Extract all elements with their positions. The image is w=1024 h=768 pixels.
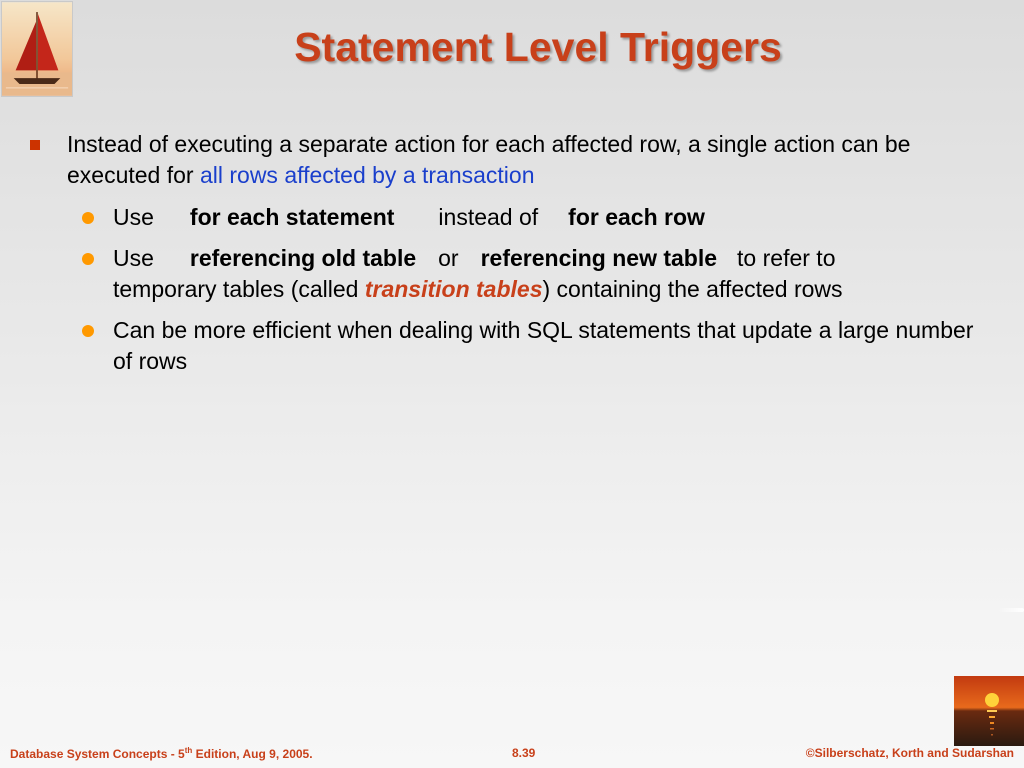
sub-bullet-referencing [113,243,835,274]
use-label: Use [113,245,154,271]
sunset-image-icon [954,676,1024,746]
keyword-referencing-new-table: referencing new table [480,245,718,271]
square-bullet-icon [30,140,40,150]
sub-bullet-efficiency: Can be more efficient when dealing with SQL statements that update a large number of rows [113,317,974,374]
bullet-statement-intro [67,129,997,191]
keyword-for-each-statement: for each statement [189,204,395,230]
round-bullet-icon [82,212,94,224]
slide-title: Statement Level Triggers [294,24,782,70]
line2-suffix: ) containing the affected rows [542,276,843,302]
tail-text: to refer to [737,245,836,271]
keyword-for-each-row: for each row [568,204,705,230]
round-bullet-icon [82,325,94,337]
footer-book-info [10,746,313,761]
footer-superscript: th [184,746,193,755]
instead-of-label: instead of [438,204,539,230]
footer-copyright: ©Silberschatz, Korth and Sudarshan [805,746,1014,760]
keyword-transition-tables: transition tables [364,276,543,302]
bullet-text: Instead of executing a separate action for each affected row, a single action can be executed for [67,131,911,188]
sub-bullet-referencing-line2 [113,274,843,305]
footer-prefix: Database System Concepts - 5 [10,747,185,761]
use-label: Use [113,204,154,230]
footer-suffix: Edition, Aug 9, 2005. [192,747,313,761]
highlight-text: all rows affected by a transaction [199,162,535,188]
or-label: or [438,245,459,271]
sub-bullet-for-each-statement [113,202,705,233]
line2-prefix: temporary tables (called [113,276,365,302]
decorative-streak [998,608,1024,612]
footer-page-number: 8.39 [512,746,536,760]
keyword-referencing-old-table: referencing old table [189,245,417,271]
round-bullet-icon [82,253,94,265]
